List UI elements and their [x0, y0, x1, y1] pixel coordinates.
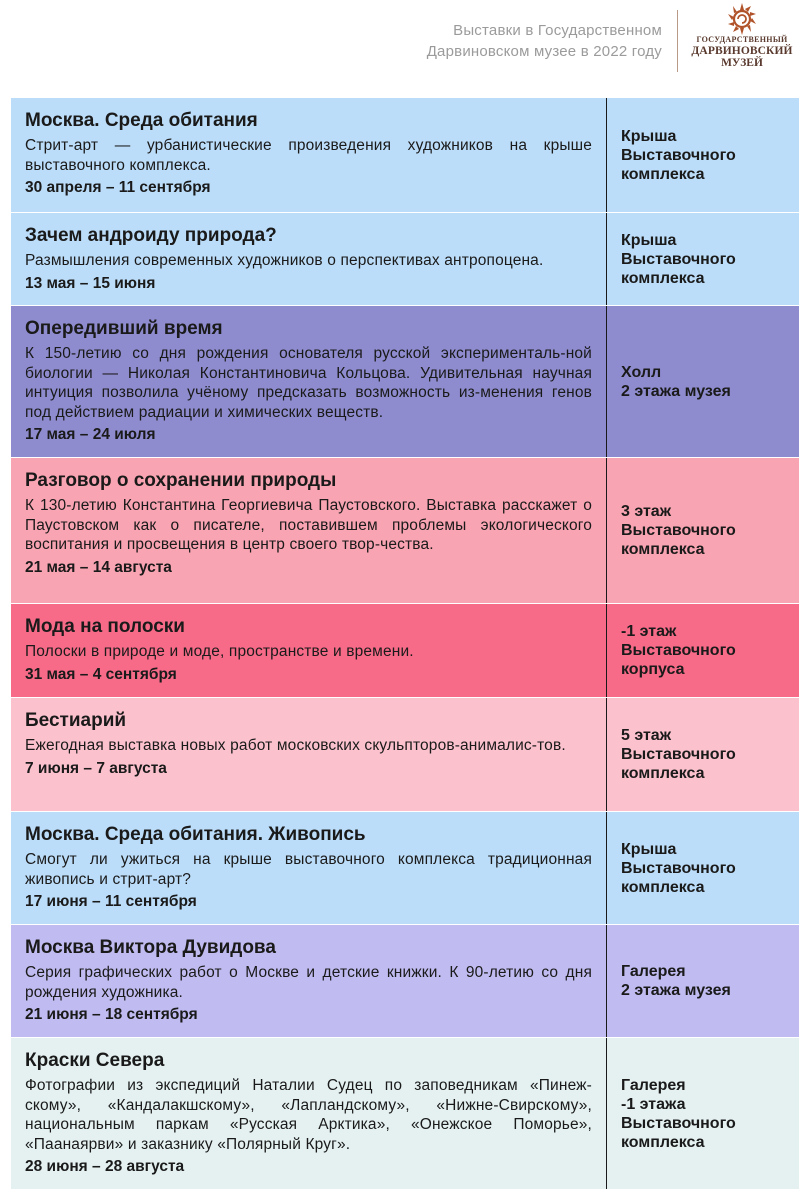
exhibition-row [11, 924, 799, 1037]
location-line: Выставочного [621, 250, 736, 268]
exhibition-title: Разговор о сохранении природы [25, 470, 337, 491]
exhibition-info [11, 1038, 606, 1189]
location-line: Крыша [621, 840, 677, 858]
exhibition-dates: 13 мая – 15 июня [25, 274, 156, 292]
exhibition-description: Ежегодная выставка новых работ московских скульпторов-анималис-тов. [25, 737, 566, 754]
exhibition-title: Краски Севера [25, 1050, 165, 1071]
exhibition-location [606, 306, 799, 457]
page-header [0, 0, 800, 80]
exhibition-row [11, 305, 799, 457]
exhibition-description: Полоски в природе и моде, пространстве и времени. [25, 643, 414, 660]
logo-text-line2: ДАРВИНОВСКИЙ [691, 45, 793, 57]
exhibition-title: Бестиарий [25, 710, 127, 731]
location-line: комплекса [621, 269, 705, 287]
exhibition-row [11, 97, 799, 212]
exhibition-location [606, 812, 799, 924]
snail-spiral-logo-icon [725, 2, 759, 36]
exhibition-location [606, 1038, 799, 1189]
header-caption [427, 20, 662, 62]
exhibition-title: Москва. Среда обитания [25, 110, 258, 131]
location-line: 3 этаж [621, 503, 672, 520]
exhibition-row [11, 697, 799, 811]
location-line: Холл [621, 363, 662, 381]
exhibition-location [606, 98, 799, 212]
header-divider [677, 10, 678, 72]
exhibition-row [11, 603, 799, 697]
location-line: комплекса [621, 1133, 705, 1151]
location-line: Выставочного [621, 1114, 736, 1132]
exhibition-dates: 28 июня – 28 августа [25, 1158, 185, 1175]
exhibition-description: Размышления современных художников о перспективах антропоцена. [25, 252, 544, 269]
location-line: 2 этажа музея [621, 982, 731, 999]
exhibition-dates: 21 июня – 18 сентября [25, 1006, 198, 1023]
exhibition-info [11, 604, 606, 697]
location-line: Галерея [621, 1076, 686, 1094]
header-caption-line1: Выставки в Государственном [453, 22, 662, 39]
exhibition-info [11, 306, 606, 457]
exhibition-dates: 17 июня – 11 сентября [25, 893, 197, 910]
exhibition-location [606, 604, 799, 697]
location-line: комплекса [621, 765, 705, 782]
location-line: Выставочного [621, 746, 736, 763]
location-line: 2 этажа музея [621, 382, 731, 400]
exhibition-title: Москва. Среда обитания. Живопись [25, 824, 366, 845]
museum-logo [684, 0, 800, 75]
exhibition-location [606, 458, 799, 603]
exhibition-description: Стрит-арт — урбанистические произведения художников на крыше выставочного комплекса. [25, 137, 592, 174]
exhibition-description: Фотографии из экспедиций Наталии Судец по заповедникам «Пинеж-скому», «Кандалакшскому», «Лапландскому», «Нижне-Свирскому», национальным паркам «Русская Арктика», «Онежское Поморье», «Паанаярви» и заказнику «Полярный Круг». [25, 1077, 592, 1153]
exhibition-row [11, 1037, 799, 1189]
exhibition-title: Зачем андроиду природа? [25, 225, 277, 246]
exhibition-dates: 21 мая – 14 августа [25, 558, 172, 576]
location-line: -1 этажа [621, 1095, 686, 1113]
exhibition-row [11, 457, 799, 603]
exhibition-location [606, 213, 799, 305]
exhibition-title: Москва Виктора Дувидова [25, 937, 276, 958]
location-line: Галерея [621, 963, 686, 980]
exhibition-title: Опередивший время [25, 318, 223, 339]
exhibition-dates: 30 апреля – 11 сентября [25, 179, 211, 196]
location-line: корпуса [621, 661, 685, 678]
logo-text-line1: ГОСУДАРСТВЕННЫЙ [696, 35, 788, 44]
location-line: комплекса [621, 165, 705, 183]
exhibition-description: К 150-летию со дня рождения основателя русской эксперименталь-ной биологии — Николая Константиновича Кольцова. Удивительная научная интуиция позволила учёному предсказать возможность из-менения генов под действием радиации и химических веществ. [25, 345, 592, 421]
exhibition-info [11, 213, 606, 305]
location-line: Крыша [621, 127, 677, 145]
exhibition-description: К 130-летию Константина Георгиевича Паустовского. Выставка расскажет о Паустовском как о писателе, поставившем проблемы экологического воспитания и просвещения в центр своего твор-чества. [25, 497, 592, 553]
header-caption-line2: Дарвиновском музее в 2022 году [426, 43, 662, 60]
location-line: Выставочного [621, 859, 736, 877]
exhibition-dates: 17 мая – 24 июля [25, 426, 156, 443]
exhibition-location [606, 925, 799, 1037]
location-line: комплекса [621, 878, 705, 896]
exhibition-dates: 7 июня – 7 августа [25, 759, 167, 777]
location-line: 5 этаж [621, 727, 672, 744]
exhibition-info [11, 812, 606, 924]
location-line: -1 этаж [621, 623, 677, 640]
location-line: комплекса [621, 541, 705, 558]
exhibition-dates: 31 мая – 4 сентября [25, 665, 177, 683]
exhibition-location [606, 698, 799, 811]
exhibition-info [11, 925, 606, 1037]
location-line: Крыша [621, 231, 677, 249]
exhibition-title: Мода на полоски [25, 616, 185, 637]
exhibition-info [11, 458, 606, 603]
exhibition-description: Серия графических работ о Москве и детские книжки. К 90-летию со дня рождения художника. [25, 964, 592, 1001]
exhibition-info [11, 698, 606, 811]
exhibition-row [11, 811, 799, 924]
exhibition-info [11, 98, 606, 212]
location-line: Выставочного [621, 642, 736, 659]
logo-text-line3: МУЗЕЙ [721, 57, 763, 69]
location-line: Выставочного [621, 146, 736, 164]
location-line: Выставочного [621, 522, 736, 539]
exhibition-row [11, 212, 799, 305]
exhibition-description: Смогут ли ужиться на крыше выставочного комплекса традиционная живопись и стрит-арт? [25, 851, 592, 888]
